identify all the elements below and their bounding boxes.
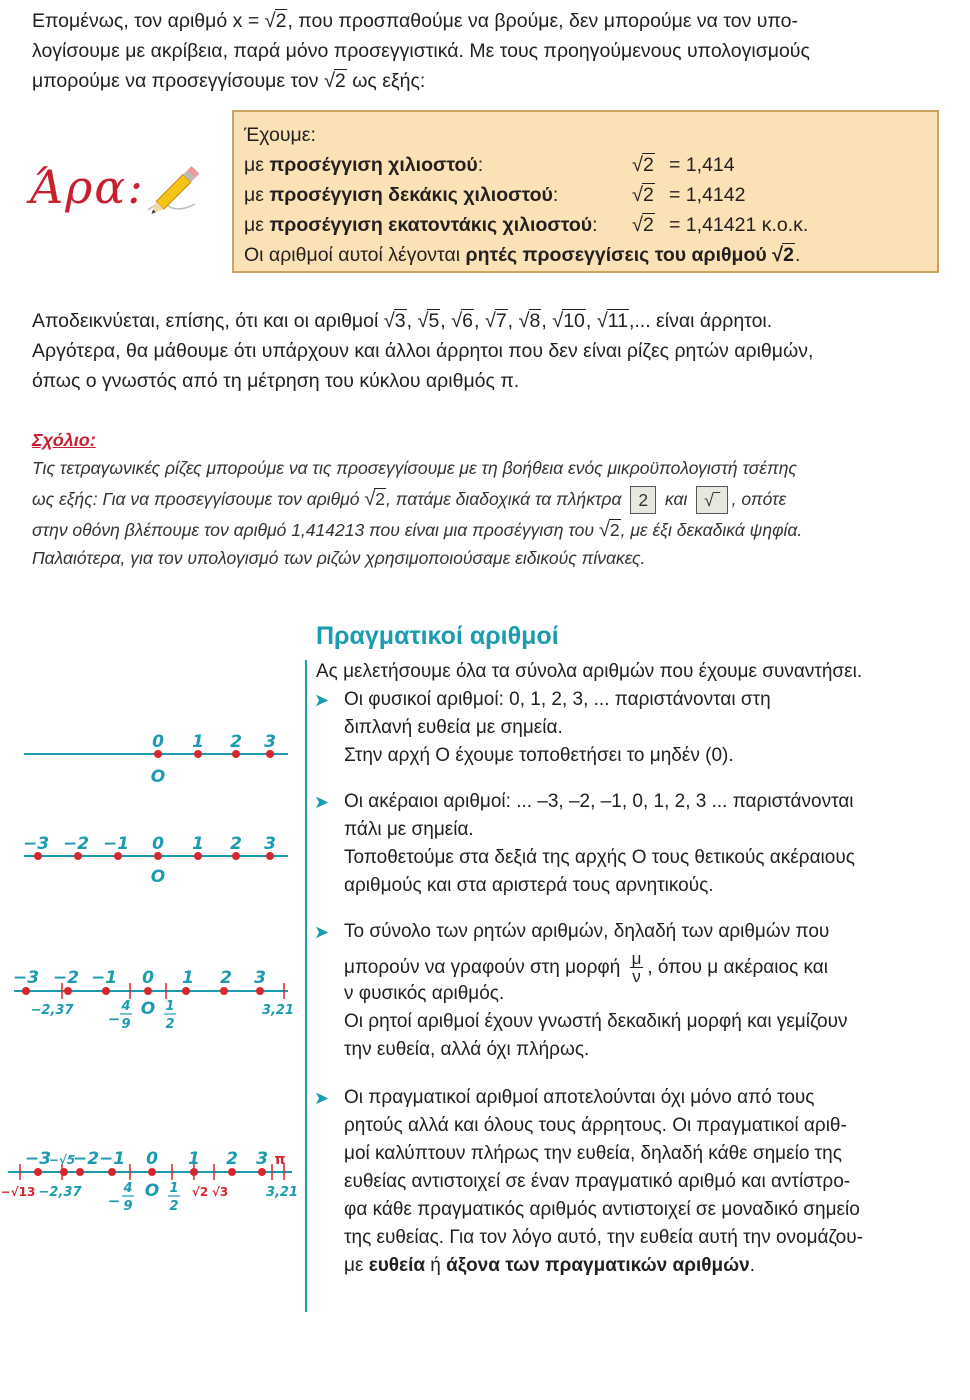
svg-text:−2: −2 xyxy=(72,1149,100,1169)
svg-text:−2,37: −2,37 xyxy=(38,1185,82,1200)
arrow-bullet-icon: ➤ xyxy=(314,690,330,710)
irr-line-1: Αποδεικνύεται, επίσης, ότι και οι αριθμοί √3, √5, √6, √7, √8, √10, √11,... είναι άρρητοι. xyxy=(32,310,773,332)
svg-text:1: 1 xyxy=(188,1149,200,1169)
comment-line-4: Παλαιότερα, για τον υπολογισμό των ριζών χρησιμοποιούσαμε ειδικούς πίνακες. xyxy=(32,548,646,568)
pencil-icon xyxy=(140,160,212,222)
intro-line-3: μπορούμε να προσεγγίσουμε τον √2 ως εξής: xyxy=(32,70,426,92)
box-row-1: με προσέγγιση χιλιοστού: √2 = 1,414 xyxy=(244,150,927,180)
svg-text:−2: −2 xyxy=(52,968,80,988)
real-intro: Ας μελετήσουμε όλα τα σύνολα αριθμών που έχουμε συναντήσει. xyxy=(316,661,863,682)
comment-line-3: στην οθόνη βλέπουμε τον αριθμό 1,414213 που είναι μια προσέγγιση του √2, με έξι δεκαδικά ψηφία. xyxy=(32,519,803,541)
svg-text:O: O xyxy=(150,867,166,887)
box-row-2: με προσέγγιση δεκάκις χιλιοστού: √2 = 1,4142 xyxy=(244,180,927,210)
svg-text:2: 2 xyxy=(230,834,242,854)
number-line-integers xyxy=(23,834,288,887)
svg-text:−2,37: −2,37 xyxy=(30,1003,74,1018)
comment-line-2: ως εξής: Για να προσεγγίσουμε τον αριθμό √2, πατάμε διαδοχικά τα πλήκτρα 2 και √‾ , οπότε xyxy=(32,482,940,516)
svg-text:3: 3 xyxy=(264,834,276,854)
svg-text:2: 2 xyxy=(165,1017,175,1032)
svg-text:1: 1 xyxy=(192,834,204,854)
box-row-4: Οι αριθμοί αυτοί λέγονται ρητές προσεγγίσεις του αριθμού √2. xyxy=(244,244,801,266)
tick-label: 0 xyxy=(152,732,164,752)
svg-text:1: 1 xyxy=(165,999,175,1014)
fraction-mu-nu: $\frac{\mu}{\nu}$ xyxy=(631,949,642,987)
svg-text:−2: −2 xyxy=(62,834,90,854)
arrow-bullet-icon: ➤ xyxy=(314,1088,330,1108)
sqrt-2: √2 xyxy=(632,154,654,176)
bullet-integers: ➤ Οι ακέραιοι αριθμοί: ... –3, –2, –1, 0, 1, 2, 3 ... παριστάνονται πάλι με σημεία. Τοποθετούμε στα δεξιά της αρχής Ο τους θετικούς ακέραιους αριθμούς και στα αριστερά τους αρνητικούς. xyxy=(316,788,940,900)
svg-text:−3: −3 xyxy=(22,834,50,854)
svg-text:3: 3 xyxy=(256,1149,268,1169)
svg-text:0: 0 xyxy=(142,968,154,988)
intro-line-2: λογίσουμε με ακρίβεια, παρά μόνο προσεγγιστικά. Με τους προηγούμενους υπολογισμούς xyxy=(32,40,810,62)
number-lines-diagram xyxy=(0,720,300,1240)
svg-text:0: 0 xyxy=(152,834,164,854)
svg-text:O: O xyxy=(140,999,156,1019)
svg-text:2: 2 xyxy=(169,1199,179,1214)
intro-paragraph xyxy=(32,6,940,96)
svg-text:√3: √3 xyxy=(211,1185,229,1199)
bullet-rationals: ➤ Το σύνολο των ρητών αριθμών, δηλαδή των αριθμών που μπορούν να γραφούν στη μορφή $\frac{\mu}{\nu}$ , όπου μ ακέραιος και ν φυσικός αριθμός. Οι ρητοί αριθμοί έχουν γνωστή δεκαδική μορφή και γεμίζουν την ευθεία, αλλά όχι πλήρως. xyxy=(316,918,940,1064)
box-row-3: με προσέγγιση εκατοντάκις χιλιοστού: √2 = 1,41421 κ.ο.κ. xyxy=(244,210,927,240)
tick-label: 2 xyxy=(230,732,242,752)
svg-text:−1: −1 xyxy=(102,834,130,854)
svg-text:−1: −1 xyxy=(90,968,118,988)
ara-label: Άρα: xyxy=(30,160,145,214)
arrow-bullet-icon: ➤ xyxy=(314,792,330,812)
arrow-bullet-icon: ➤ xyxy=(314,922,330,942)
svg-text:−1: −1 xyxy=(98,1149,126,1169)
tick-label: 1 xyxy=(192,732,204,752)
svg-text:1: 1 xyxy=(169,1181,179,1196)
svg-text:2: 2 xyxy=(220,968,232,988)
number-line-rationals xyxy=(13,968,294,1032)
svg-text:−3: −3 xyxy=(12,968,40,988)
section-divider xyxy=(305,660,307,1312)
tick-label: 3 xyxy=(264,732,276,752)
sqrt-2: √2 xyxy=(632,184,654,206)
sqrt-2: √2 xyxy=(264,10,287,32)
svg-text:3: 3 xyxy=(254,968,266,988)
svg-text:0: 0 xyxy=(146,1149,158,1169)
calculator-key-sqrt: √‾ xyxy=(696,486,727,514)
approximation-box xyxy=(232,110,939,273)
svg-text:3,21: 3,21 xyxy=(265,1185,299,1200)
sqrt-2: √2 xyxy=(772,244,795,266)
bullet-reals: ➤ Οι πραγματικοί αριθμοί αποτελούνται όχι μόνο από τους ρητούς αλλά και όλους τους άρρητους. Οι πραγματικοί αριθ- μοί καλύπτουν πλήρως την ευθεία, δηλαδή κάθε σημείο της ευθείας αντιστοιχεί σε έναν πραγματικό αριθμό και αντίστρο- φα κάθε πραγματικός αριθμός αντιστοιχεί σε μοναδικό σημείο της ευθείας. Για τον λόγο αυτό, την ευθεία αυτή την ονομάζου- με ευθεία ή άξονα των πραγματικών αριθμών. xyxy=(316,1084,940,1280)
svg-text:−: − xyxy=(107,1010,121,1028)
svg-text:2: 2 xyxy=(226,1149,238,1169)
svg-text:π: π xyxy=(274,1152,286,1168)
sqrt-2: √2 xyxy=(323,70,346,92)
irr-line-3: όπως ο γνωστός από τη μέτρηση του κύκλου αριθμός π. xyxy=(32,370,520,392)
svg-text:O: O xyxy=(144,1181,160,1201)
intro-line-1: Επομένως, τον αριθμό x = √2, που προσπαθούμε να βρούμε, δεν μπορούμε να τον υπο- xyxy=(32,10,798,32)
svg-text:9: 9 xyxy=(121,1017,131,1032)
calculator-key-2: 2 xyxy=(630,486,656,514)
number-line-reals xyxy=(1,1149,298,1214)
section-heading: Πραγματικοί αριθμοί xyxy=(316,622,559,650)
svg-text:4: 4 xyxy=(121,999,131,1014)
comment-block xyxy=(32,426,940,572)
comment-line-1: Τις τετραγωνικές ρίζες μπορούμε να τις προσεγγίσουμε με τη βοήθεια ενός μικροϋπολογιστή τσέπης xyxy=(32,458,797,478)
svg-text:9: 9 xyxy=(123,1199,133,1214)
svg-text:−√13: −√13 xyxy=(0,1185,36,1199)
bullet-natural: ➤ Οι φυσικοί αριθμοί: 0, 1, 2, 3, ... παριστάνονται στη διπλανή ευθεία με σημεία. Στην αρχή Ο έχουμε τοποθετήσει το μηδέν (0). xyxy=(316,686,940,770)
svg-text:4: 4 xyxy=(123,1181,133,1196)
irr-line-2: Αργότερα, θα μάθουμε ότι υπάρχουν και άλλοι άρρητοι που δεν είναι ρίζες ρητών αριθμών, xyxy=(32,340,814,362)
svg-text:√2: √2 xyxy=(191,1185,209,1199)
svg-text:1: 1 xyxy=(182,968,194,988)
irrational-paragraph xyxy=(32,306,940,396)
svg-text:−√5: −√5 xyxy=(48,1153,76,1167)
svg-text:−: − xyxy=(107,1192,121,1210)
svg-text:−3: −3 xyxy=(24,1149,52,1169)
comment-title: Σχόλιο: xyxy=(32,430,96,450)
number-line-natural xyxy=(24,732,288,787)
sqrt-2: √2 xyxy=(632,214,654,236)
box-row-0: Έχουμε: xyxy=(244,124,316,146)
origin-label: O xyxy=(150,767,166,787)
svg-text:3,21: 3,21 xyxy=(261,1003,295,1018)
